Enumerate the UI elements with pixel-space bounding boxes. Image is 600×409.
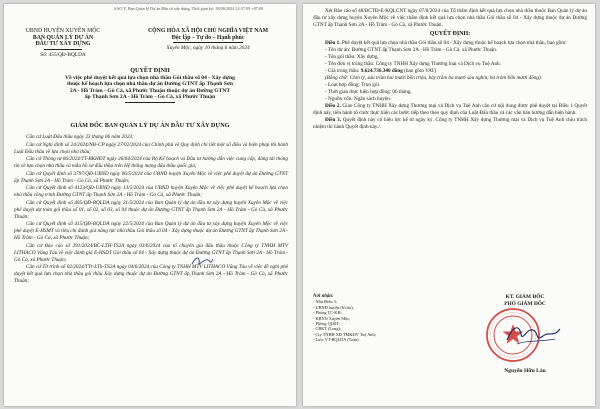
article-1-label: Điều 1. xyxy=(325,40,341,46)
legal-basis-item: Căn cứ Quyết định số 415/QĐ-BQLDA ngày 22/5/2024 của Ban Quản lý dự án đầu tư xây dựng huyện Xuyên Mộc về việc phê duyệt E-HSMT và tiêu chí đánh giá năng lực nhà thầu Gói thầu số 04 - Xây dựng thuộc dự án Đường GTNT ấp Thạnh Sơn 2A - Hồ Tràm - Gò Cà, xã Phước Thuận; xyxy=(14,221,288,241)
decision-subject-line4: ấp Thạnh Sơn 2A - Hồ Tràm - Gò Cà, xã Phước Thuận xyxy=(84,94,216,101)
recipient-item: - KBNN Xuyên Mộc; xyxy=(313,315,351,321)
recipient-item: - Lưu: VT-BQLDA (Toàn). xyxy=(313,337,360,343)
motto-underline xyxy=(173,42,243,43)
article-1-item: - Loại hợp đồng: Trọn gói. xyxy=(325,82,381,88)
recipient-item: - Cty TNHH XD TM&DV Tuệ Anh; xyxy=(313,331,376,337)
decision-subject-line3: 2A - Hồ Tràm - Gò Cà, xã Phước Thuận thuộc dự án Đường GTNT xyxy=(69,87,231,94)
legal-basis-item: Căn cứ Luật Đấu thầu ngày 23 tháng 06 năm 2023; xyxy=(26,134,134,140)
signer-title: PHÓ GIÁM ĐỐC xyxy=(504,300,546,307)
recipients-label: Nơi nhận: xyxy=(313,294,334,299)
signature-block xyxy=(463,294,587,307)
legal-basis-item: Căn cứ Báo cáo số 391/2024/BC-LTH-TS2A ngày 03/6/2024 của tổ chuyên gia đấu thầu thuộc Công ty TNHH MTV LITHACO Vũng Tàu về việc đánh giá E-HSDT Gói thầu số 04 - Xây dựng thuộc dự án Đường GTNT ấp Thạnh Sơn 2A - Hồ Tràm - Gò Cà, xã Phước Thuận; xyxy=(14,242,288,263)
article-1-item: - Tên đơn vị trúng thầu: Công ty TNHH Xây dựng Thương mại và Dịch vụ Tuệ Anh. xyxy=(325,61,501,67)
recipients-block xyxy=(313,294,443,343)
document-date: Xuyên Mộc, ngày 10 tháng 6 năm 2024 xyxy=(166,45,250,52)
title-underline xyxy=(125,102,175,103)
digital-signature-stamp: SAO Y, Ban Quản lý Dự án Đầu tư xây dựng, Thời gian ký: 18/06/2024 14:37:09 +07:00 xyxy=(114,6,264,11)
article-3-text: Quyết định này có hiệu lực kể từ ngày ký. Công ty TNHH Xây dựng Thương mại và Dịch vụ Tuệ Anh chịu trách nhiệm thi hành Quyết định này./. xyxy=(313,117,588,130)
agency-line3: ĐẦU TƯ XÂY DỰNG xyxy=(35,41,91,48)
article-1-text: Phê duyệt kết quả lựa chọn nhà thầu Gói thầu số 04 - Xây dựng thuộc kế hoạch lựa chọn nhà thầu, bao gồm: xyxy=(341,40,567,46)
agency-header xyxy=(8,28,118,58)
signer-capacity: KT. GIÁM ĐỐC xyxy=(505,294,545,300)
article-1 xyxy=(313,40,587,47)
agency-line1: UBND HUYỆN XUYÊN MỘC xyxy=(25,28,101,34)
decision-title: QUYẾT ĐỊNH xyxy=(130,67,170,74)
recipient-item: - CBKT (Long); xyxy=(313,326,342,332)
handwritten-signature xyxy=(503,320,563,350)
winning-price-value: 9.624.736.340 đồng xyxy=(360,68,403,74)
legal-basis-item: Căn cứ Nghị định số 24/2024/NĐ-CP ngày 27/02/2024 của Chính phủ về Quy định chi tiết một số điều và biện pháp thi hành Luật Đấu thầu về lựa chọn nhà thầu; xyxy=(14,141,288,155)
winning-price-words: (Bằng chữ: Chín tỷ, sáu trăm hai mươi bốn triệu, bảy trăm ba mươi sáu nghìn, ba trăm bốn mươi đồng). xyxy=(325,75,543,81)
national-header xyxy=(124,28,292,52)
initial-signature-mark xyxy=(190,254,214,268)
article-1-item: - Thời gian thực hiện hợp đồng: 06 tháng. xyxy=(325,89,412,95)
decision-heading: QUYẾT ĐỊNH: xyxy=(429,31,471,37)
recipient-item: - UBND huyện (b/cáo); xyxy=(313,304,354,310)
legal-basis-item: Căn cứ Thông tư 06/2024/TT-BKHĐT ngày 26/04/2024 của Bộ Kế hoạch và Đầu tư hướng dẫn việc cung cấp, đăng tải thông tin về lựa chọn nhà thầu và mẫu hồ sơ đấu thầu trên Hệ thống mạng đấu thầu quốc gia; xyxy=(14,156,288,169)
winning-price-suffix: (bao gồm VAT) xyxy=(402,68,437,74)
article-2 xyxy=(313,103,587,117)
article-3-label: Điều 3. xyxy=(325,117,341,123)
agency-line2: BAN QUẢN LÝ DỰ ÁN xyxy=(32,34,94,41)
decision-body xyxy=(313,8,587,131)
winning-price-label: - Giá trúng thầu: xyxy=(325,68,361,74)
recipient-item: - Phòng QLĐT; xyxy=(313,321,340,327)
legal-basis xyxy=(14,134,288,286)
article-2-text: Giao Công ty TNHH Xây dựng Thương mại và Dịch vụ Tuệ Anh căn cứ nội dung được phê duyệt tại Điều 1 Quyết định này, tiến hành tổ chức thực hiện các bước tiếp theo theo quy định của Luật Đấu thầu và các văn bản hướng dẫn hiện hành. xyxy=(313,103,588,116)
decision-title-block xyxy=(4,68,296,104)
document-page-right xyxy=(303,4,595,406)
winning-price xyxy=(313,68,587,75)
authority-heading: GIÁM ĐỐC BAN QUẢN LÝ DỰ ÁN ĐẦU TƯ XÂY DỰNG xyxy=(70,122,230,129)
legal-basis-item: Căn cứ Quyết định số 4123/QĐ-UBND ngày 13/5/2024 của UBND huyện Xuyên Mộc về việc phê duyệt kế hoạch lựa chọn nhà thầu công trình Đường GTNT ấp Thạnh Sơn 2A - Hồ Tràm - Gò Cà, xã Phước Thuận; xyxy=(14,185,288,198)
article-1-item: - Tên gói thầu: Xây dựng. xyxy=(325,54,379,60)
recipient-item: - Như Điều 3; xyxy=(313,299,337,305)
signer-name: Nguyễn Hữu Lâu xyxy=(504,368,546,374)
article-3 xyxy=(313,117,587,131)
legal-basis-item: Căn cứ Quyết định số 3797/QĐ-UBND ngày 06/5/2024 của UBND huyện Xuyên Mộc về việc phê duyệt dự án Đường GTNT ấp Thạnh Sơn 2A - Hồ Tràm - Gò Cà, xã Phước Thuận; xyxy=(14,170,288,184)
document-number: Số: 455/QĐ-BQLDA xyxy=(40,51,86,58)
article-2-label: Điều 2. xyxy=(325,103,341,109)
recipient-item: - Phòng TC-KH; xyxy=(313,310,342,316)
agency-underline xyxy=(44,49,82,50)
decision-subject-line1: Về việc phê duyệt kết quả lựa chọn nhà thầu Gói thầu số 04 - Xây dựng xyxy=(65,74,235,81)
legal-basis-item: Căn cứ Tờ trình số 02/2024/TTr-LTh-TS2A ngày 04/6/2024 của Công ty TNHH MTV LITHACO Vũng Tàu về việc đề nghị phê duyệt kết quả lựa chọn nhà thầu gói thầu Xây dựng thuộc dự án Đường GTNT ấp Thạnh Sơn 2A - Hồ Tràm - Gò Cà, xã Phước Thuận; xyxy=(14,264,288,284)
national-title: CỘNG HÒA XÃ HỘI CHỦ NGHĨA VIỆT NAM xyxy=(147,28,269,34)
national-motto: Độc lập – Tự do – Hạnh phúc xyxy=(171,34,245,41)
legal-basis-item: Căn cứ Quyết định số 405/QĐ-BQLDA ngày 21/5/2024 của Ban Quản lý dự án đầu tư xây dựng huyện Xuyên Mộc về việc phê duyệt dự toán gói thầu số 01, số 02, số 03, số 04 thuộc dự án Đường GTNT ấp Thạnh Sơn 2A - Hồ Tràm - Gò Cà, xã Phước Thuận; xyxy=(14,199,288,220)
article-1-item: - Tên dự án: Đường GTNT ấp Thạnh Sơn 2A - Hồ Tràm - Gò Cà, xã Phước Thuận. xyxy=(325,47,498,53)
document-page-left xyxy=(4,4,296,406)
article-1-item: - Nguồn vốn: Ngân sách huyện. xyxy=(325,96,391,102)
review-report-paragraph: Xét Báo cáo số 48/BCTĐ-E-KQLCNT ngày 07/6/2024 của Tổ thẩm định kết quả lựa chọn nhà thầu thuộc Ban Quản lý dự án đầu tư xây dựng huyện Xuyên Mộc về việc thẩm định kết quả lựa chọn nhà thầu Gói thầu số 04 - Xây dựng thuộc dự án Đường GTNT ấp Thạnh Sơn 2A - Hồ Tràm - Gò Cà, xã Phước Thuận. xyxy=(313,8,587,28)
decision-subject-line2: thuộc kế hoạch lựa chọn nhà thầu dự án Đường GTNT ấp Thạnh Sơn xyxy=(66,81,234,88)
